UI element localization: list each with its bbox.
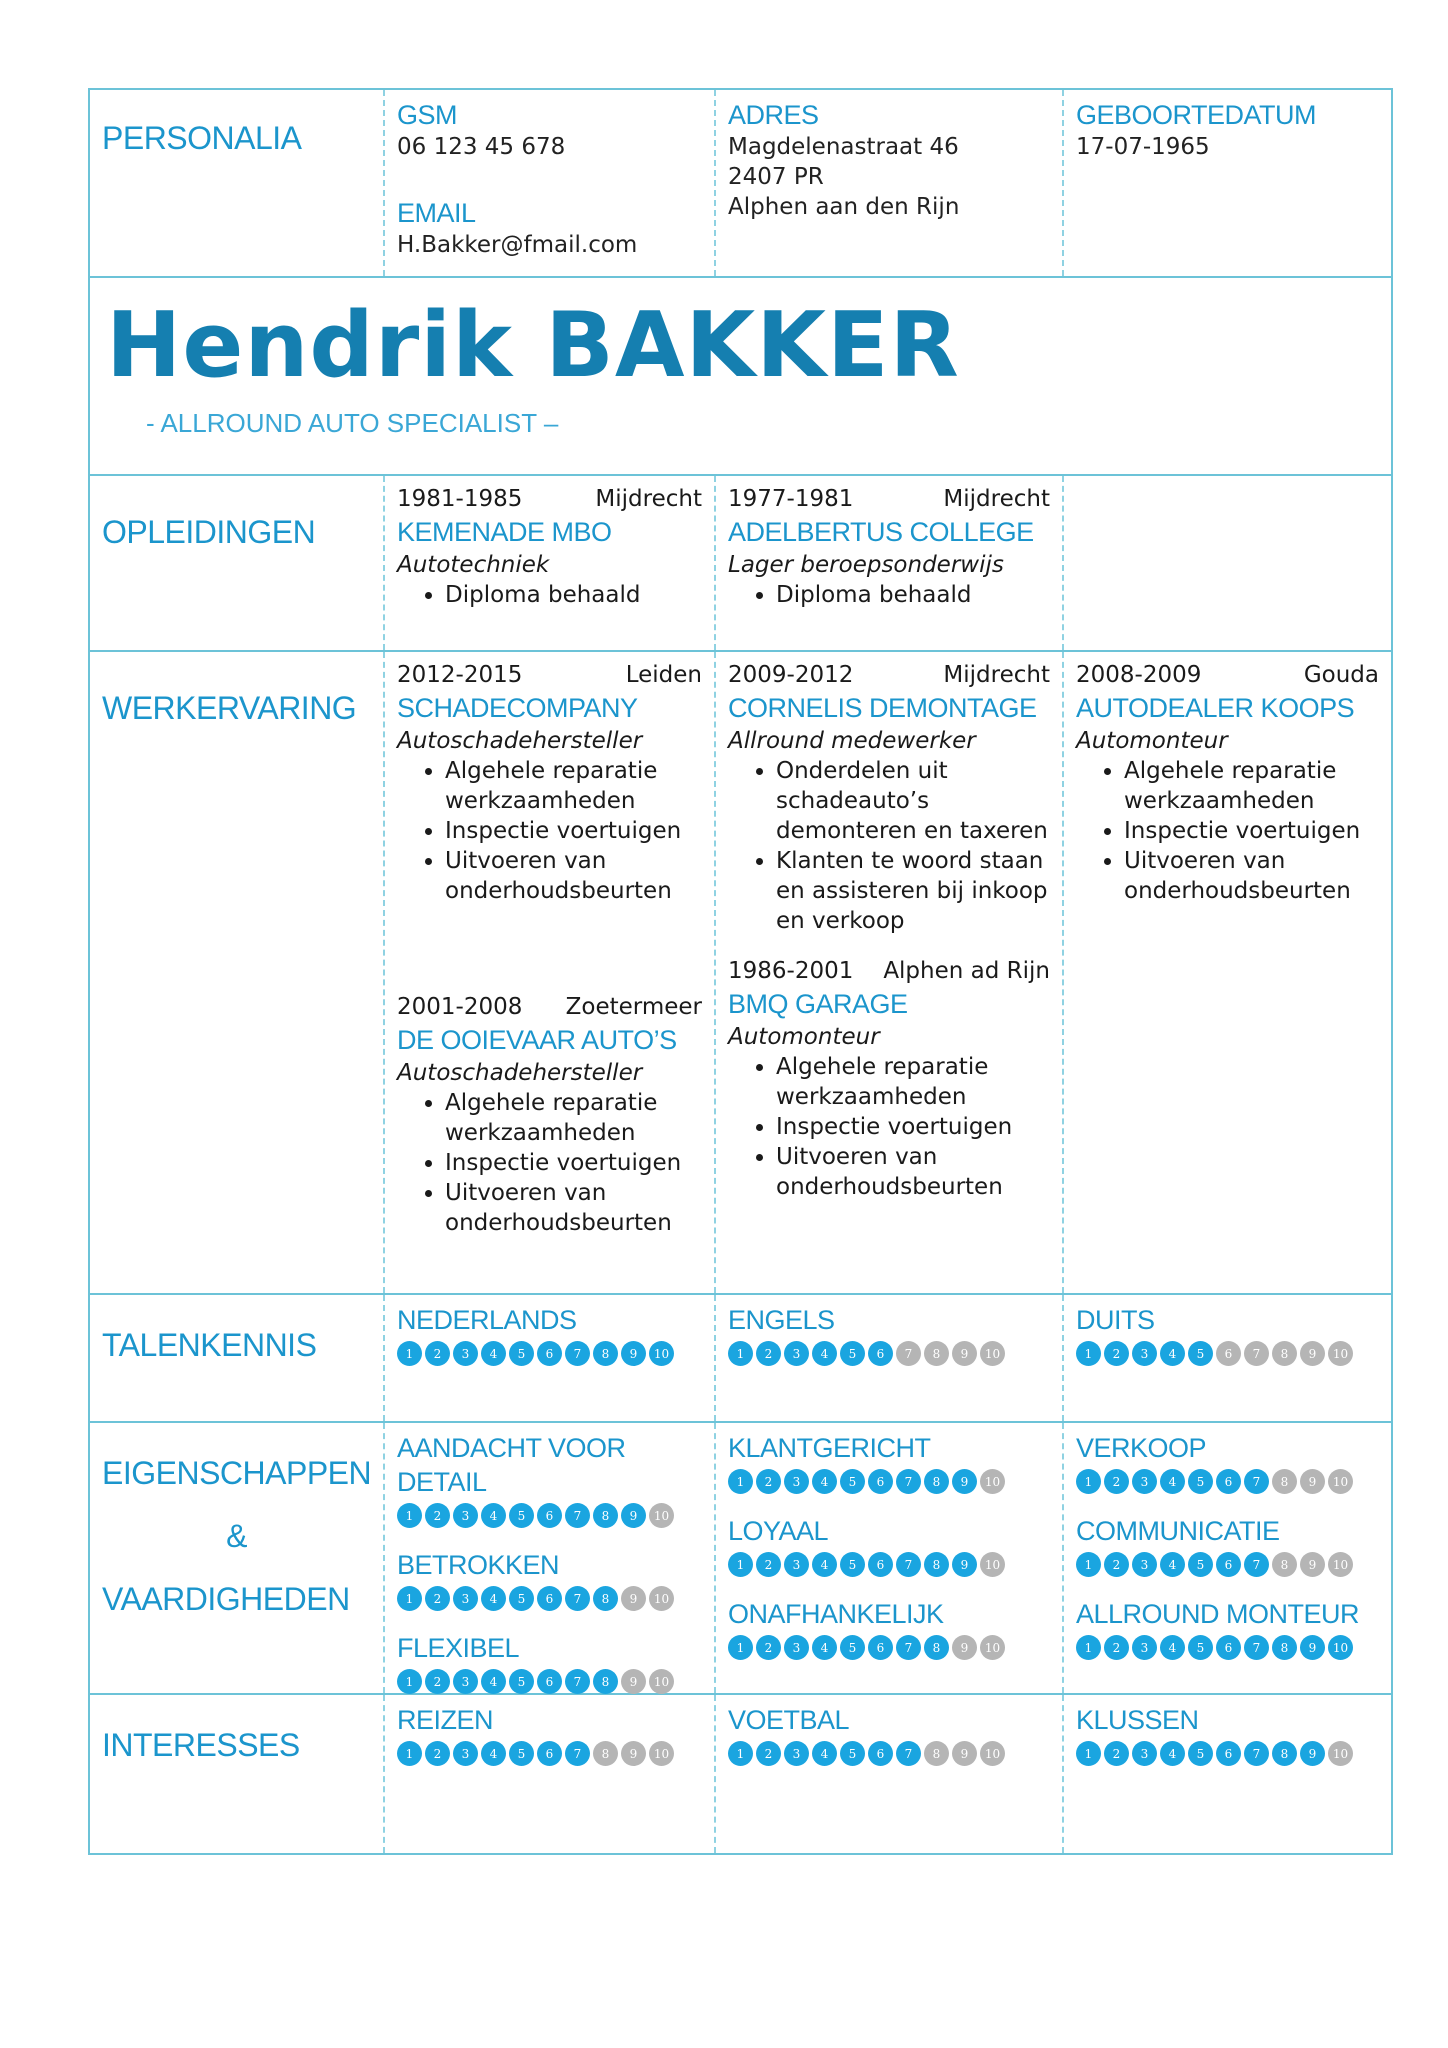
entry-role: Autoschadehersteller xyxy=(397,728,643,754)
skill-name: LOYAAL xyxy=(728,1516,829,1546)
entry-place: Alphen ad Rijn xyxy=(883,958,1050,984)
gsm-label: GSM xyxy=(397,100,458,130)
rating-dot: 5 xyxy=(509,1341,534,1366)
interesses-title-cell xyxy=(90,1695,385,1853)
rating-dot: 4 xyxy=(1160,1469,1185,1494)
rating-dot: 6 xyxy=(868,1552,893,1577)
entry-place: Gouda xyxy=(1303,662,1379,688)
entry-role: Autoschadehersteller xyxy=(397,1060,643,1086)
email-value: H.Bakker@fmail.com xyxy=(397,232,638,258)
rating-dot: 2 xyxy=(1104,1469,1129,1494)
skill-item xyxy=(1076,1597,1379,1660)
skill-name: KLANTGERICHT xyxy=(728,1433,931,1463)
entry-org: CORNELIS DEMONTAGE xyxy=(728,693,1037,723)
rating-dot: 8 xyxy=(593,1503,618,1528)
entry-place: Leiden xyxy=(625,662,702,688)
cv-document xyxy=(88,88,1393,1855)
rating-dot: 4 xyxy=(481,1669,506,1694)
bullet-item: • Uitvoeren van onderhoudsbeurten xyxy=(776,1142,1050,1202)
bullet-item: • Algehele reparatie werkzaamheden xyxy=(445,756,702,816)
rating-dot: 5 xyxy=(840,1469,865,1494)
rating-dot: 1 xyxy=(1076,1341,1101,1366)
rating-dot: 3 xyxy=(784,1341,809,1366)
rating-dot: 3 xyxy=(453,1341,478,1366)
vaardigheden-title: VAARDIGHEDEN xyxy=(102,1581,350,1617)
skill-item xyxy=(397,1431,702,1528)
skill-name: BETROKKEN xyxy=(397,1550,560,1580)
rating-dot: 10 xyxy=(980,1341,1005,1366)
bullet-item: • Inspectie voertuigen xyxy=(776,1112,1050,1142)
rating-dot: 9 xyxy=(952,1741,977,1766)
rating-dots xyxy=(728,1552,1050,1577)
entry-org: SCHADECOMPANY xyxy=(397,693,638,723)
rating-dot: 3 xyxy=(453,1586,478,1611)
werkervaring-title-cell xyxy=(90,652,385,1293)
interest-name: REIZEN xyxy=(397,1705,494,1735)
skill-item xyxy=(728,1431,1050,1494)
rating-dot: 5 xyxy=(509,1669,534,1694)
rating-dot: 3 xyxy=(453,1669,478,1694)
skill-column xyxy=(385,1423,716,1693)
personalia-title: PERSONALIA xyxy=(102,120,302,156)
rating-dot: 6 xyxy=(868,1741,893,1766)
skill-item xyxy=(397,1548,702,1611)
personalia-title-cell xyxy=(90,90,385,276)
rating-dot: 8 xyxy=(924,1469,949,1494)
rating-dot: 1 xyxy=(397,1669,422,1694)
rating-dot: 9 xyxy=(621,1669,646,1694)
bullet-item: • Algehele reparatie werkzaamheden xyxy=(445,1088,702,1148)
rating-dot: 1 xyxy=(728,1469,753,1494)
entry-org: AUTODEALER KOOPS xyxy=(1076,693,1355,723)
rating-dot: 1 xyxy=(1076,1552,1101,1577)
skill-item xyxy=(1076,1514,1379,1577)
rating-dot: 5 xyxy=(1188,1469,1213,1494)
gsm-value: 06 123 45 678 xyxy=(397,134,566,160)
entry-role: Allround medewerker xyxy=(728,728,976,754)
eigenschappen-title-cell xyxy=(90,1423,385,1693)
language-name: ENGELS xyxy=(728,1305,835,1335)
rating-dots xyxy=(728,1341,1050,1366)
rating-dot: 7 xyxy=(565,1669,590,1694)
rating-dot: 4 xyxy=(481,1586,506,1611)
interest-name: VOETBAL xyxy=(728,1705,850,1735)
eigenschappen-row xyxy=(88,1423,1393,1695)
rating-dot: 10 xyxy=(649,1741,674,1766)
rating-dot: 3 xyxy=(1132,1635,1157,1660)
rating-dot: 1 xyxy=(1076,1469,1101,1494)
bullet-item: • Klanten te woord staan en assisteren bij inkoop en verkoop xyxy=(776,846,1050,936)
opleiding-entry xyxy=(716,476,1064,650)
skill-name: COMMUNICATIE xyxy=(1076,1516,1280,1546)
geboorte-value: 17-07-1965 xyxy=(1076,134,1210,160)
name-cell xyxy=(90,278,1391,474)
interesses-row xyxy=(88,1695,1393,1855)
rating-dot: 9 xyxy=(621,1503,646,1528)
rating-dot: 7 xyxy=(1244,1552,1269,1577)
bullet-item: • Uitvoeren van onderhoudsbeurten xyxy=(445,846,702,906)
ampersand: & xyxy=(226,1518,247,1554)
rating-dots xyxy=(397,1341,702,1366)
rating-dot: 6 xyxy=(537,1586,562,1611)
rating-dot: 10 xyxy=(649,1341,674,1366)
person-name: Hendrik BAKKER xyxy=(106,293,960,398)
rating-dot: 1 xyxy=(397,1341,422,1366)
rating-dot: 2 xyxy=(1104,1552,1129,1577)
skill-column xyxy=(1064,1423,1391,1693)
rating-dot: 3 xyxy=(784,1469,809,1494)
entry-period: 2008-2009 xyxy=(1076,662,1202,688)
werkervaring-row xyxy=(88,652,1393,1295)
interest-item xyxy=(716,1695,1064,1853)
rating-dot: 10 xyxy=(980,1635,1005,1660)
rating-dot: 4 xyxy=(481,1741,506,1766)
rating-dot: 6 xyxy=(868,1469,893,1494)
opleidingen-title: OPLEIDINGEN xyxy=(102,514,316,550)
rating-dot: 6 xyxy=(537,1669,562,1694)
werk-entry xyxy=(397,992,702,1238)
entry-org: DE OOIEVAAR AUTO’S xyxy=(397,1025,677,1055)
rating-dot: 3 xyxy=(784,1741,809,1766)
opleiding-entry xyxy=(385,476,716,650)
bullet-item: • Onderdelen uit schadeauto’s demonteren en taxeren xyxy=(776,756,1050,846)
rating-dot: 5 xyxy=(509,1741,534,1766)
rating-dot: 8 xyxy=(593,1586,618,1611)
skill-item xyxy=(397,1631,702,1694)
language-item xyxy=(716,1295,1064,1421)
bullet-item: • Diploma behaald xyxy=(445,580,702,610)
skill-item xyxy=(728,1597,1050,1660)
rating-dot: 8 xyxy=(924,1741,949,1766)
rating-dot: 7 xyxy=(565,1503,590,1528)
rating-dot: 6 xyxy=(1216,1635,1241,1660)
talenkennis-row xyxy=(88,1295,1393,1423)
rating-dot: 5 xyxy=(509,1586,534,1611)
skill-name: ALLROUND MONTEUR xyxy=(1076,1599,1360,1629)
entry-role: Autotechniek xyxy=(397,552,550,578)
rating-dot: 7 xyxy=(896,1635,921,1660)
adres-line: Magdelenastraat 46 xyxy=(728,134,959,160)
rating-dot: 2 xyxy=(1104,1341,1129,1366)
rating-dot: 8 xyxy=(924,1552,949,1577)
rating-dot: 9 xyxy=(1300,1341,1325,1366)
adres-line: 2407 PR xyxy=(728,164,824,190)
rating-dot: 1 xyxy=(1076,1741,1101,1766)
adres-label: ADRES xyxy=(728,100,819,130)
interesses-title: INTERESSES xyxy=(102,1727,300,1763)
rating-dot: 10 xyxy=(649,1503,674,1528)
entry-bullets xyxy=(728,756,1050,936)
bullet-item: • Algehele reparatie werkzaamheden xyxy=(1124,756,1379,816)
language-name: DUITS xyxy=(1076,1305,1155,1335)
rating-dot: 1 xyxy=(1076,1635,1101,1660)
entry-role: Automonteur xyxy=(728,1024,880,1050)
skill-name: FLEXIBEL xyxy=(397,1633,520,1663)
rating-dot: 7 xyxy=(565,1741,590,1766)
rating-dot: 4 xyxy=(812,1552,837,1577)
rating-dot: 5 xyxy=(1188,1341,1213,1366)
rating-dots xyxy=(1076,1341,1379,1366)
rating-dot: 1 xyxy=(728,1552,753,1577)
entry-period: 2009-2012 xyxy=(728,662,854,688)
entry-period: 2012-2015 xyxy=(397,662,523,688)
rating-dot: 7 xyxy=(896,1741,921,1766)
rating-dot: 1 xyxy=(397,1503,422,1528)
werk-column xyxy=(385,652,716,1293)
entry-role: Lager beroepsonderwijs xyxy=(728,552,1004,578)
language-name: NEDERLANDS xyxy=(397,1305,577,1335)
bullet-item: • Uitvoeren van onderhoudsbeurten xyxy=(1124,846,1379,906)
personalia-row xyxy=(88,88,1393,278)
name-row xyxy=(88,278,1393,476)
rating-dot: 6 xyxy=(537,1341,562,1366)
opleidingen-row xyxy=(88,476,1393,652)
rating-dot: 10 xyxy=(649,1586,674,1611)
rating-dot: 1 xyxy=(397,1586,422,1611)
skill-name: VERKOOP xyxy=(1076,1433,1207,1463)
rating-dot: 2 xyxy=(425,1341,450,1366)
entry-bullets xyxy=(728,1052,1050,1202)
rating-dot: 6 xyxy=(1216,1552,1241,1577)
skill-item xyxy=(1076,1431,1379,1494)
rating-dot: 4 xyxy=(812,1741,837,1766)
rating-dot: 6 xyxy=(868,1635,893,1660)
rating-dot: 5 xyxy=(509,1503,534,1528)
interest-item xyxy=(385,1695,716,1853)
empty-cell xyxy=(1064,476,1391,650)
rating-dot: 2 xyxy=(756,1552,781,1577)
rating-dot: 7 xyxy=(565,1586,590,1611)
rating-dot: 6 xyxy=(537,1503,562,1528)
rating-dot: 9 xyxy=(1300,1469,1325,1494)
rating-dot: 2 xyxy=(425,1503,450,1528)
rating-dot: 2 xyxy=(425,1669,450,1694)
rating-dot: 5 xyxy=(840,1341,865,1366)
rating-dot: 7 xyxy=(1244,1741,1269,1766)
bullet-item: • Diploma behaald xyxy=(776,580,1050,610)
entry-place: Mijdrecht xyxy=(943,486,1050,512)
rating-dot: 3 xyxy=(784,1552,809,1577)
contact-cell xyxy=(385,90,716,276)
interest-item xyxy=(1064,1695,1391,1853)
rating-dot: 7 xyxy=(896,1552,921,1577)
rating-dot: 4 xyxy=(812,1469,837,1494)
rating-dot: 10 xyxy=(980,1469,1005,1494)
rating-dot: 5 xyxy=(1188,1635,1213,1660)
rating-dot: 4 xyxy=(1160,1635,1185,1660)
rating-dot: 2 xyxy=(756,1341,781,1366)
geboorte-cell xyxy=(1064,90,1391,276)
geboorte-label: GEBOORTEDATUM xyxy=(1076,100,1317,130)
rating-dots xyxy=(397,1741,702,1766)
rating-dot: 9 xyxy=(1300,1552,1325,1577)
rating-dots xyxy=(728,1741,1050,1766)
werk-entry xyxy=(728,956,1050,1202)
rating-dot: 9 xyxy=(952,1469,977,1494)
rating-dot: 10 xyxy=(980,1741,1005,1766)
rating-dot: 8 xyxy=(924,1341,949,1366)
skill-name: ONAFHANKELIJK xyxy=(728,1599,944,1629)
rating-dot: 1 xyxy=(397,1741,422,1766)
rating-dot: 9 xyxy=(952,1635,977,1660)
rating-dot: 8 xyxy=(1272,1341,1297,1366)
entry-org: ADELBERTUS COLLEGE xyxy=(728,517,1034,547)
eigenschappen-title: EIGENSCHAPPEN xyxy=(102,1455,372,1491)
rating-dot: 4 xyxy=(481,1341,506,1366)
werk-column xyxy=(1064,652,1391,1293)
rating-dot: 9 xyxy=(952,1552,977,1577)
rating-dot: 8 xyxy=(1272,1635,1297,1660)
opleidingen-title-cell xyxy=(90,476,385,650)
rating-dot: 10 xyxy=(980,1552,1005,1577)
entry-role: Automonteur xyxy=(1076,728,1228,754)
bullet-item: • Inspectie voertuigen xyxy=(445,1148,702,1178)
rating-dot: 3 xyxy=(1132,1552,1157,1577)
rating-dot: 8 xyxy=(593,1341,618,1366)
language-item xyxy=(385,1295,716,1421)
entry-place: Mijdrecht xyxy=(595,486,702,512)
rating-dot: 3 xyxy=(784,1635,809,1660)
rating-dot: 5 xyxy=(840,1552,865,1577)
rating-dot: 4 xyxy=(481,1503,506,1528)
rating-dot: 9 xyxy=(621,1741,646,1766)
rating-dot: 7 xyxy=(1244,1469,1269,1494)
entry-bullets xyxy=(728,580,1050,610)
rating-dots xyxy=(1076,1552,1379,1577)
rating-dot: 1 xyxy=(728,1635,753,1660)
rating-dots xyxy=(397,1503,702,1528)
rating-dot: 10 xyxy=(1328,1341,1353,1366)
werk-entry xyxy=(728,660,1050,936)
talenkennis-title-cell xyxy=(90,1295,385,1421)
skill-column xyxy=(716,1423,1064,1693)
rating-dot: 2 xyxy=(756,1741,781,1766)
adres-cell xyxy=(716,90,1064,276)
rating-dot: 5 xyxy=(840,1635,865,1660)
rating-dot: 2 xyxy=(756,1635,781,1660)
rating-dot: 10 xyxy=(1328,1635,1353,1660)
rating-dot: 10 xyxy=(1328,1741,1353,1766)
rating-dot: 1 xyxy=(728,1341,753,1366)
rating-dot: 7 xyxy=(565,1341,590,1366)
entry-place: Zoetermeer xyxy=(565,994,702,1020)
rating-dot: 6 xyxy=(1216,1741,1241,1766)
rating-dot: 3 xyxy=(1132,1341,1157,1366)
entry-org: BMQ GARAGE xyxy=(728,989,908,1019)
rating-dot: 6 xyxy=(1216,1469,1241,1494)
entry-org: KEMENADE MBO xyxy=(397,517,612,547)
talenkennis-title: TALENKENNIS xyxy=(102,1327,317,1363)
bullet-item: • Uitvoeren van onderhoudsbeurten xyxy=(445,1178,702,1238)
rating-dot: 9 xyxy=(952,1341,977,1366)
rating-dot: 5 xyxy=(1188,1552,1213,1577)
bullet-item: • Inspectie voertuigen xyxy=(445,816,702,846)
werk-entry xyxy=(397,660,702,906)
interest-name: KLUSSEN xyxy=(1076,1705,1199,1735)
language-item xyxy=(1064,1295,1391,1421)
rating-dot: 2 xyxy=(1104,1635,1129,1660)
rating-dots xyxy=(1076,1469,1379,1494)
rating-dot: 9 xyxy=(621,1341,646,1366)
rating-dot: 3 xyxy=(453,1503,478,1528)
rating-dot: 5 xyxy=(1188,1741,1213,1766)
entry-bullets xyxy=(397,756,702,906)
rating-dots xyxy=(1076,1741,1379,1766)
skill-name: AANDACHT VOOR DETAIL xyxy=(397,1433,626,1497)
rating-dot: 8 xyxy=(593,1741,618,1766)
rating-dot: 4 xyxy=(812,1635,837,1660)
entry-period: 1977-1981 xyxy=(728,486,854,512)
rating-dots xyxy=(1076,1635,1379,1660)
rating-dot: 10 xyxy=(1328,1469,1353,1494)
rating-dot: 2 xyxy=(1104,1741,1129,1766)
entry-bullets xyxy=(1076,756,1379,906)
entry-place: Mijdrecht xyxy=(943,662,1050,688)
rating-dot: 1 xyxy=(728,1741,753,1766)
rating-dot: 2 xyxy=(756,1469,781,1494)
rating-dot: 2 xyxy=(425,1741,450,1766)
rating-dot: 8 xyxy=(1272,1741,1297,1766)
rating-dot: 6 xyxy=(1216,1341,1241,1366)
rating-dot: 9 xyxy=(1300,1635,1325,1660)
werk-column xyxy=(716,652,1064,1293)
rating-dots xyxy=(397,1586,702,1611)
rating-dot: 9 xyxy=(621,1586,646,1611)
skill-item xyxy=(728,1514,1050,1577)
job-subtitle: - ALLROUND AUTO SPECIALIST – xyxy=(146,408,559,438)
rating-dot: 6 xyxy=(537,1741,562,1766)
rating-dot: 4 xyxy=(812,1341,837,1366)
entry-bullets xyxy=(397,580,702,610)
rating-dot: 7 xyxy=(896,1341,921,1366)
rating-dots xyxy=(728,1469,1050,1494)
rating-dot: 8 xyxy=(593,1669,618,1694)
rating-dot: 4 xyxy=(1160,1741,1185,1766)
rating-dot: 8 xyxy=(924,1635,949,1660)
rating-dot: 8 xyxy=(1272,1552,1297,1577)
rating-dot: 9 xyxy=(1300,1741,1325,1766)
rating-dot: 4 xyxy=(1160,1341,1185,1366)
rating-dot: 3 xyxy=(453,1741,478,1766)
bullet-item: • Inspectie voertuigen xyxy=(1124,816,1379,846)
rating-dot: 3 xyxy=(1132,1741,1157,1766)
rating-dot: 6 xyxy=(868,1341,893,1366)
werkervaring-title: WERKERVARING xyxy=(102,690,357,726)
email-label: EMAIL xyxy=(397,198,476,228)
rating-dot: 7 xyxy=(896,1469,921,1494)
werk-entry xyxy=(1076,660,1379,906)
rating-dot: 2 xyxy=(425,1586,450,1611)
bullet-item: • Algehele reparatie werkzaamheden xyxy=(776,1052,1050,1112)
rating-dot: 5 xyxy=(840,1741,865,1766)
rating-dot: 7 xyxy=(1244,1341,1269,1366)
adres-line: Alphen aan den Rijn xyxy=(728,194,960,220)
rating-dots xyxy=(397,1669,702,1694)
rating-dot: 3 xyxy=(1132,1469,1157,1494)
rating-dot: 10 xyxy=(1328,1552,1353,1577)
rating-dot: 7 xyxy=(1244,1635,1269,1660)
entry-period: 2001-2008 xyxy=(397,994,523,1020)
rating-dots xyxy=(728,1635,1050,1660)
rating-dot: 4 xyxy=(1160,1552,1185,1577)
entry-period: 1986-2001 xyxy=(728,958,854,984)
rating-dot: 10 xyxy=(649,1669,674,1694)
entry-period: 1981-1985 xyxy=(397,486,523,512)
entry-bullets xyxy=(397,1088,702,1238)
rating-dot: 8 xyxy=(1272,1469,1297,1494)
